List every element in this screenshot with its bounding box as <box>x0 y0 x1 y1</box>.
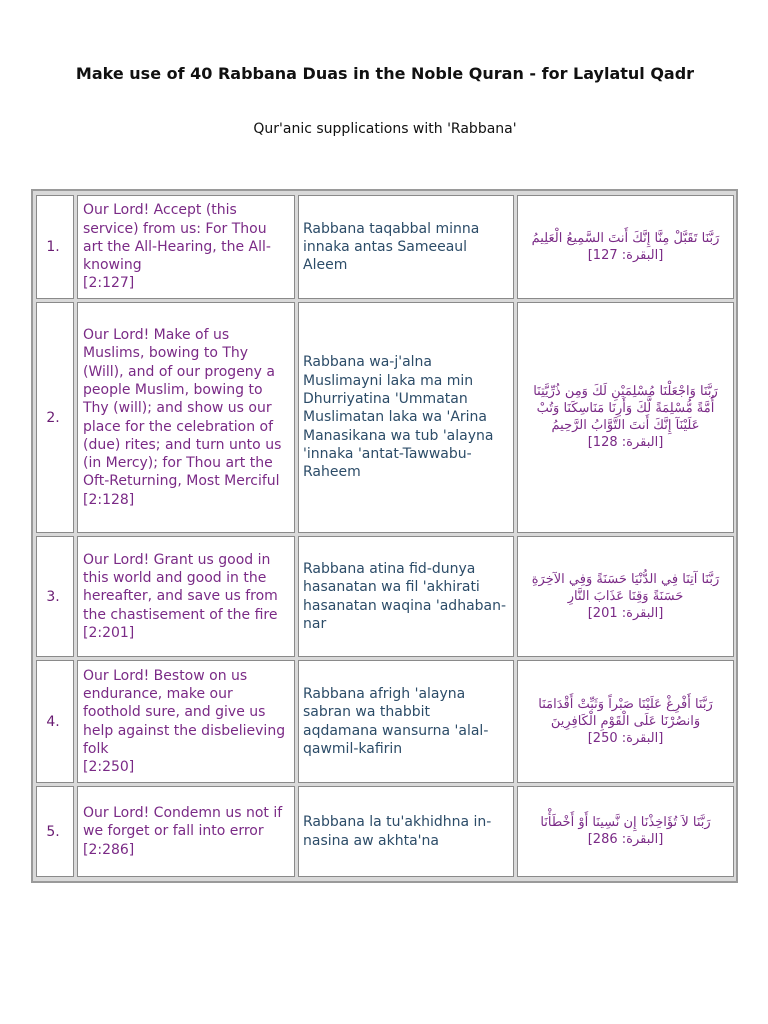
row-number: 3. <box>46 588 60 605</box>
table-row <box>33 536 736 657</box>
arabic-reference: [البقرة: 201] <box>587 605 664 621</box>
arabic-text: رَبَّنَا آتِنَا فِي الدُّنْيَا حَسَنَةً وَفِي الآخِرَةِ حَسَنَةً وَقِنَا عَذَابَ النَّارِ <box>531 571 720 604</box>
verse-reference: [2:128] <box>83 491 135 508</box>
transliteration-cell <box>298 660 514 783</box>
transliteration-cell <box>298 786 514 877</box>
arabic-cell <box>517 786 734 877</box>
english-cell <box>77 536 295 657</box>
row-number-cell <box>36 536 74 657</box>
table-row <box>33 660 736 783</box>
english-translation: Our Lord! Make of us Muslims, bowing to Thy (Will), and of our progeny a people Muslim, bowing to Thy (will); and show us our place for the celebration of (due) rites; and turn unto us (in Mercy); for Thou art the Oft-Returning, Most Merciful <box>83 327 282 490</box>
transliteration-cell <box>298 195 514 299</box>
english-cell <box>77 302 295 533</box>
row-number-cell <box>36 195 74 299</box>
arabic-text: رَبَّنَا وَاجْعَلْنَا مُسْلِمَيْنِ لَكَ وَمِن ذُرِّيَّتِنَا أُمَّةً مُّسْلِمَةً لَّكَ وَأَرِنَا مَنَاسِكَنَا وَتُبْ عَلَيْنَآ إِنَّكَ أَنتَ التَّوَّابُ الرَّحِيمُ <box>533 384 718 433</box>
transliteration: Rabbana taqabbal minna innaka antas Sameeaul Aleem <box>303 220 480 274</box>
english-cell <box>77 195 295 299</box>
row-number-cell <box>36 302 74 533</box>
table-row <box>33 786 736 877</box>
verse-reference: [2:286] <box>83 841 135 858</box>
transliteration: Rabbana wa-j'alna Muslimayni laka ma min Dhurriyatina 'Ummatan Muslimatan laka wa 'Arina Manasikana wa tub 'alayna 'innaka 'antat-Tawwabu-Raheem <box>303 354 494 481</box>
transliteration-cell <box>298 536 514 657</box>
row-number-cell <box>36 660 74 783</box>
arabic-reference: [البقرة: 286] <box>587 832 664 847</box>
page-title: Make use of 40 Rabbana Duas in the Noble Quran - for Laylatul Qadr <box>75 64 695 83</box>
verse-reference: [2:201] <box>83 624 135 641</box>
arabic-cell <box>517 302 734 533</box>
table-row <box>33 302 736 533</box>
row-number: 1. <box>46 239 60 255</box>
transliteration-cell <box>298 302 514 533</box>
english-translation: Our Lord! Accept (this service) from us: For Thou art the All-Hearing, the All-knowing <box>83 202 271 274</box>
english-cell <box>77 660 295 783</box>
duas-table <box>31 189 738 883</box>
english-translation: Our Lord! Grant us good in this world and good in the hereafter, and save us from the chastisement of the fire <box>83 551 278 623</box>
arabic-cell <box>517 536 734 657</box>
arabic-reference: [البقرة: 250] <box>587 730 664 746</box>
arabic-text: رَبَّنَا أَفْرِغْ عَلَيْنَا صَبْراً وَثَبِّتْ أَقْدَامَنَا وَانصُرْنَا عَلَى الْقَوْمِ الْكَافِرِينَ <box>538 696 713 729</box>
english-cell <box>77 786 295 877</box>
transliteration: Rabbana afrigh 'alayna sabran wa thabbit aqdamana wansurna 'alal-qawmil-kafirin <box>303 685 489 757</box>
row-number: 2. <box>46 409 60 426</box>
table-row <box>33 195 736 299</box>
row-number: 5. <box>46 823 60 840</box>
page-subtitle: Qur'anic supplications with 'Rabbana' <box>253 121 517 137</box>
arabic-cell <box>517 195 734 299</box>
arabic-text: رَبَّنَا تَقَبَّلْ مِنَّا إِنَّكَ أَنتَ السَّمِيعُ الْعَلِيمُ <box>531 230 720 246</box>
row-number: 4. <box>46 713 60 730</box>
arabic-reference: [البقرة: 128] <box>587 435 664 450</box>
transliteration: Rabbana la tu'akhidhna in-nasina aw akhta'na <box>303 814 492 849</box>
english-translation: Our Lord! Bestow on us endurance, make our foothold sure, and give us help against the disbelieving folk <box>83 667 286 757</box>
transliteration: Rabbana atina fid-dunya hasanatan wa fil 'akhirati hasanatan waqina 'adhaban-nar <box>303 560 507 632</box>
arabic-cell <box>517 660 734 783</box>
arabic-text: رَبَّنَا لاَ تُؤَاخِذْنَا إِن نَّسِينَا أَوْ أَخْطَأْنَا <box>540 815 711 830</box>
arabic-reference: [البقرة: 127] <box>587 247 664 263</box>
verse-reference: [2:127] <box>83 275 135 292</box>
english-translation: Our Lord! Condemn us not if we forget or fall into error <box>83 805 283 840</box>
verse-reference: [2:250] <box>83 759 135 776</box>
row-number-cell <box>36 786 74 877</box>
